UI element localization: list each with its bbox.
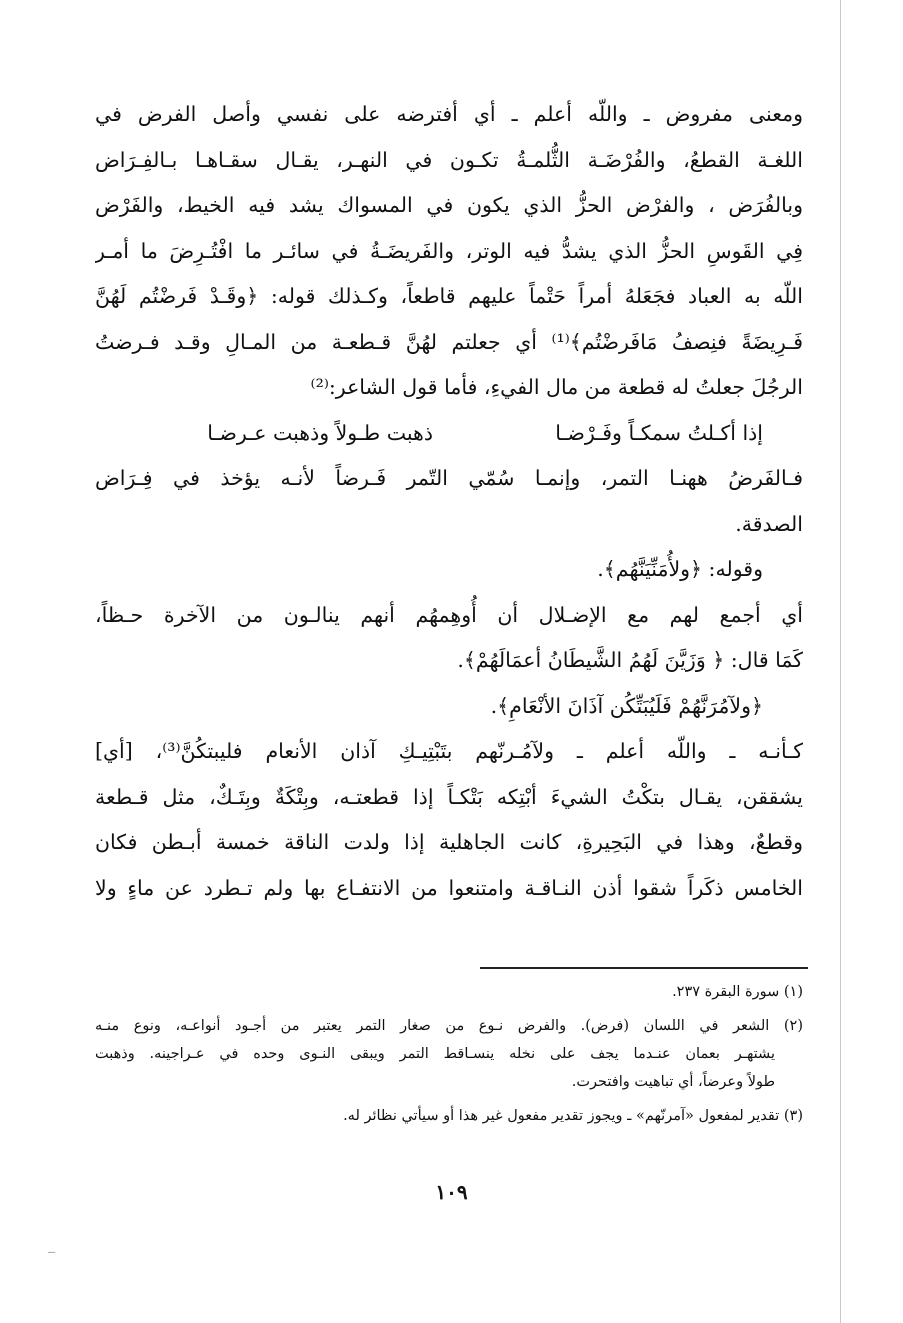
text-line: فِي القَوسِ الحزُّ الذي يشدُّ فيه الوتر، والفَريضَـةُ في سائـر ما افْتُـرِضَ ما أمـر — [95, 238, 803, 263]
text-line: اللّه به العباد فجَعَلهُ أمراً حَتْماً عليهم قاطعاً، وكـذلك قوله: ﴿وقَـدْ فَرضْتُم لَهُنَّ — [95, 284, 803, 308]
verse-hemistich-second: ذهبت طـولاً وذهبت عـرضـا — [207, 420, 433, 445]
text-line: فَـرِيضَةً فنِصفُ مَافَرضْتُم﴾⁽¹⁾ أي جعلتم لهُنَّ قـطعـة من المـالِ وقـد فـرضتُ — [95, 329, 803, 354]
binding-edge-line — [840, 0, 841, 1323]
verse-hemistich-first: إذا أكـلتُ سمكـاً وفَـرْضـا — [555, 420, 763, 445]
text-line: الصدقة. — [735, 511, 803, 536]
quran-quote-line: ﴿ولآمُرَنَّهُمْ فَلَيُبَتِّكُن آذَانَ الأنْعَامِ﴾. — [490, 693, 763, 718]
quran-quote-line: وقوله: ﴿ولأُمَنِّيَنَّهُم﴾. — [597, 557, 763, 581]
text-line: الرجُلَ جعلتُ له قطعة من مال الفيءِ، فأما قول الشاعر:⁽²⁾ — [310, 375, 803, 399]
text-line: أي أجمع لهم مع الإضـلال أن أُوهِمهُم أنهم ينالـون من الآخرة حـظاً، — [95, 602, 803, 627]
text-line: وبالفُرَض ، والفرْض الحزُّ الذي يكون في المسواك يشد فيه الخيط، والفَرْض — [95, 193, 803, 217]
text-line: فـالفَرضُ ههنـا التمر، وإنمـا سُمّي التّمر فَـرضاً لأنـه يؤخذ في فِـرَاض — [95, 466, 803, 490]
text-line: وقطعٌ، وهذا في البَحِيرةِ، كانت الجاهلية إذا ولدت الناقة خمسة أبـطن فكان — [95, 830, 803, 854]
text-line: ومعنى مفروض ـ واللّه أعلم ـ أي أفترضه على نفسي وأصل الفرض في — [95, 102, 803, 126]
main-text — [95, 92, 803, 911]
text-line: كـأنـه ـ واللّه أعلم ـ ولآمُـرنّهم بتَبْتِيـكِ آذان الأنعام فليبتكُنَّ⁽³⁾، [أي] — [95, 739, 803, 763]
text-line: كَمَا قال: ﴿ وَزَيَّنَ لَهُمُ الشَّيطَانُ أعمَالَهُمْ﴾. — [457, 648, 803, 672]
footnote-2-continued: طولاً وعرضاً، أي تباهيت وافتحرت. — [571, 1074, 775, 1090]
poetry-verse — [95, 411, 803, 457]
footnote-3: (٣) تقدير لمفعول «آمرنّهم» ـ ويجوز تقدير مفعول غير هذا أو سيأتي نظائر له. — [343, 1108, 803, 1124]
text-line: يشققن، يقـال بتكْتُ الشيءَ أبْتِكه بَتْكـاً إذا قطعتـه، وبِتْكَةٌ وبِتَـكٌ، مثل قـطعة — [95, 784, 803, 809]
page-number: ١٠٩ — [435, 1180, 468, 1204]
scan-mark: ــ — [48, 1242, 56, 1256]
footnote-1: (١) سورة البقرة ٢٣٧. — [672, 984, 803, 1000]
footnotes — [95, 978, 803, 1130]
text-line: الخامس ذكَراً شقوا أذن النـاقـة وامتنعوا من الانتفـاع بها ولم تـطرد عن ماءٍ ولا — [95, 875, 803, 900]
footnote-separator — [480, 967, 808, 969]
text-line: اللغـة القطعُ، والفُرْضَـة الثُّلمـةُ تكـون في النهـر، يقـال سقـاهـا بـالفِـرَاض — [95, 147, 803, 172]
footnote-2: (٢) الشعر في اللسان (فرض). والفرض نـوع من صغار التمر يعتبر من أجـود أنواعـه، ونوع منـه — [95, 1018, 803, 1034]
footnote-2-continued: يشتهـر بعمان عنـدما يجف على نخله ينسـاقط التمر ويبقى النـوى وحده في عـراجينه. وذهبت — [95, 1046, 775, 1062]
